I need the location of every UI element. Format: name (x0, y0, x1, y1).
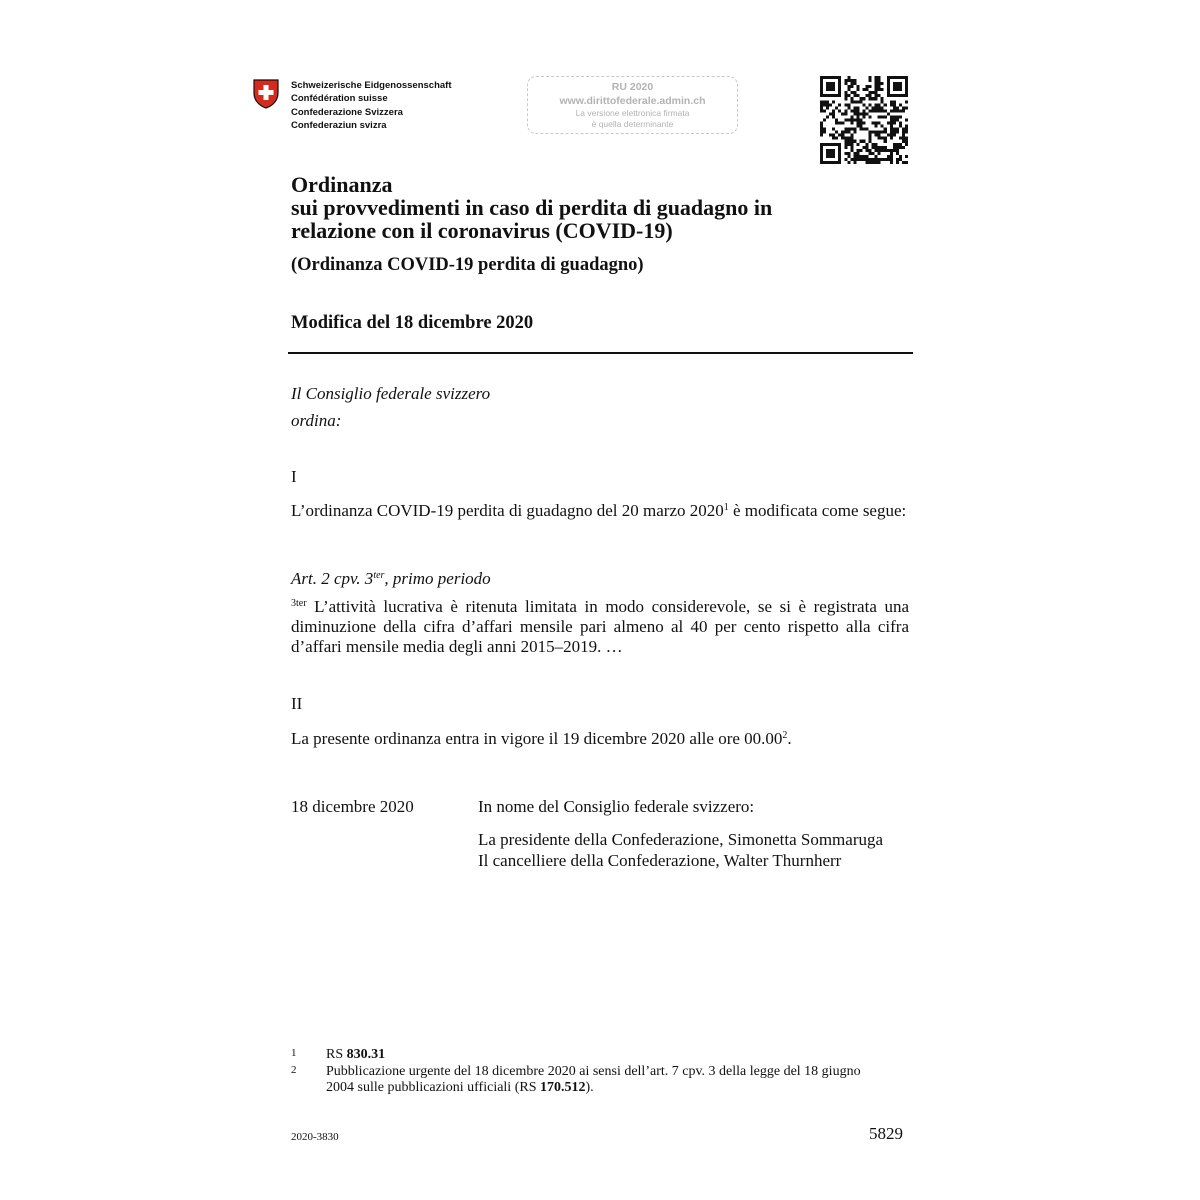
page-number: 5829 (869, 1124, 903, 1143)
signatory-president: La presidente della Confederazione, Simonetta Sommaruga (478, 830, 884, 849)
title-line-2: sui provvedimenti in caso di perdita di guadagno in (291, 195, 773, 220)
footnote-1-number: 1 (291, 1047, 297, 1059)
entry-into-force-end: . (787, 729, 792, 748)
official-publication-stamp (527, 76, 738, 134)
title-divider (288, 352, 913, 354)
document-number: 2020-3830 (291, 1131, 339, 1143)
footnote-2-citation: 170.512 (540, 1080, 586, 1095)
signature-on-behalf: In nome del Consiglio federale svizzero: (478, 797, 755, 816)
footnote-1-citation: 830.31 (346, 1047, 386, 1062)
paragraph-text: L’attività lucrativa è ritenuta limitata in modo considerevole, se si è registrata una diminuzione della cifra d’affari mensile pari almeno al 40 per cento rispetto alla cifra d’affari mensile media degli anni 2015–2019. … (291, 597, 909, 656)
footnote-ref-2[interactable]: 2 (782, 730, 788, 741)
article-heading (291, 569, 491, 589)
section-1-intro (291, 501, 909, 521)
footnote-1-prefix: RS (326, 1047, 347, 1062)
article-heading-suffix: , primo periodo (384, 569, 491, 588)
preamble-orders: ordina: (291, 411, 342, 430)
footnote-2-suffix: ). (585, 1080, 594, 1095)
section-numeral-1: I (291, 467, 297, 486)
footnote-2-prefix: Pubblicazione urgente del 18 dicembre 2020 ai sensi dell’art. 7 cpv. 3 della legge del 18 giugno 2004 sulle pubblicazioni ufficiali (RS (326, 1064, 861, 1095)
confederation-names (291, 79, 452, 132)
stamp-website: www.dirittofederale.admin.ch (559, 95, 706, 107)
title-line-1: Ordinanza (291, 172, 393, 197)
confederation-name-fr: Confédération suisse (291, 93, 388, 105)
footnote-1-text (326, 1047, 926, 1063)
qr-code-icon (820, 76, 908, 164)
article-paragraph (291, 597, 909, 657)
stamp-collection: RU 2020 (611, 81, 654, 93)
signatories (478, 829, 883, 871)
footnote-2-text (326, 1064, 886, 1096)
short-title: (Ordinanza COVID-19 perdita di guadagno) (291, 255, 644, 275)
amendment-date: Modifica del 18 dicembre 2020 (291, 313, 534, 333)
confederation-name-rm: Confederaziun svizra (291, 119, 387, 131)
footnote-2-number: 2 (291, 1064, 297, 1076)
title-line-3: relazione con il coronavirus (COVID-19) (291, 218, 673, 243)
signatory-chancellor: Il cancelliere della Confederazione, Walter Thurnherr (478, 851, 842, 870)
confederation-name-de: Schweizerische Eidgenossenschaft (291, 80, 452, 91)
section-numeral-2: II (291, 694, 303, 713)
intro-text: L’ordinanza COVID-19 perdita di guadagno del 20 marzo 2020 (291, 501, 724, 520)
confederation-name-it: Confederazione Svizzera (291, 106, 403, 118)
stamp-note-line1: La versione elettronica firmata (575, 108, 690, 118)
swiss-crest-icon (253, 79, 279, 109)
footnote-ref-1[interactable]: 1 (723, 502, 729, 513)
signature-date: 18 dicembre 2020 (291, 797, 414, 816)
stamp-note-line2: è quella determinante (591, 119, 674, 129)
article-heading-text: Art. 2 cpv. 3 (291, 569, 374, 588)
entry-into-force-text: La presente ordinanza entra in vigore il 19 dicembre 2020 alle ore 00.00 (291, 729, 783, 748)
intro-text-end: è modificata come segue: (728, 501, 907, 520)
paragraph-number: 3ter (291, 598, 307, 609)
preamble-authority: Il Consiglio federale svizzero (291, 384, 491, 403)
document-title (291, 173, 772, 242)
entry-into-force (291, 729, 792, 749)
article-heading-sup: ter (373, 570, 385, 581)
